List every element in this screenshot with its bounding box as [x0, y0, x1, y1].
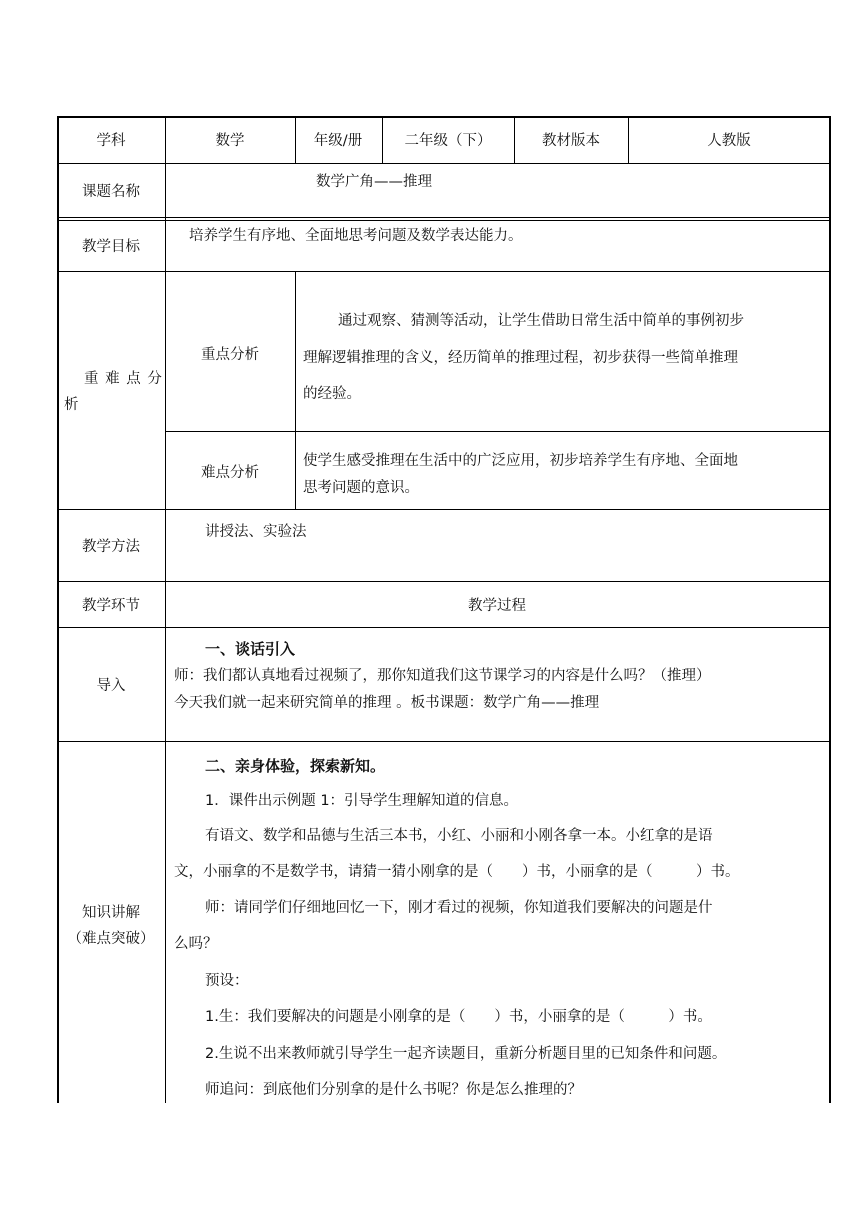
key-point-label: 重点分析 [201, 347, 259, 363]
method-value: 讲授法、实验法 [205, 524, 307, 540]
knowledge-line-7: 1.生：我们要解决的问题是小刚拿的是（ ）书，小丽拿的是（ ）书。 [205, 1009, 712, 1025]
knowledge-heading: 二、亲身体验，探索新知。 [205, 757, 386, 775]
edition-value: 人教版 [707, 133, 751, 149]
key-point-line-2: 理解逻辑推理的含义，经历简单的推理过程，初步获得一些简单推理 [303, 350, 738, 366]
grade-value: 二年级（下） [404, 133, 492, 149]
knowledge-label-line2: （难点突破） [67, 931, 155, 947]
intro-heading: 一、谈话引入 [205, 640, 296, 658]
knowledge-line-8: 2.生说不出来教师就引导学生一起齐读题目，重新分析题目里的已知条件和问题。 [205, 1046, 727, 1062]
difficulty-line-1: 使学生感受推理在生活中的广泛应用，初步培养学生有序地、全面地 [303, 453, 738, 469]
process-header-label: 教学环节 [82, 598, 140, 614]
knowledge-line-2: 有语文、数学和品德与生活三本书，小红、小丽和小刚各拿一本。小红拿的是语 [205, 828, 713, 844]
process-header-value: 教学过程 [468, 598, 526, 614]
knowledge-line-5: 么吗？ [174, 936, 218, 952]
method-label: 教学方法 [82, 539, 140, 555]
difficulty-label: 难点分析 [201, 465, 259, 481]
goal-label: 教学目标 [82, 239, 140, 255]
topic-label: 课题名称 [82, 184, 140, 200]
topic-value: 数学广角——推理 [316, 174, 432, 190]
subject-value: 数学 [215, 133, 245, 149]
key-point-line-3: 的经验。 [303, 386, 361, 402]
knowledge-line-1: 1．课件出示例题 1：引导学生理解知道的信息。 [205, 793, 519, 809]
difficulty-line-2: 思考问题的意识。 [303, 480, 419, 496]
intro-line-1: 师：我们都认真地看过视频了，那你知道我们这节课学习的内容是什么吗？（推理） [174, 668, 711, 684]
knowledge-line-9: 师追问：到底他们分别拿的是什么书呢？你是怎么推理的？ [205, 1082, 582, 1098]
knowledge-line-3: 文，小丽拿的不是数学书，请猜一猜小刚拿的是（ ）书，小丽拿的是（ ）书。 [174, 864, 740, 880]
key-point-line-1: 通过观察、猜测等活动，让学生借助日常生活中简单的事例初步 [338, 313, 744, 329]
knowledge-line-6: 预设： [205, 973, 249, 989]
analysis-label-line2: 析 [64, 397, 79, 413]
knowledge-label-line1: 知识讲解 [82, 905, 140, 921]
knowledge-line-4: 师：请同学们仔细地回忆一下，刚才看过的视频，你知道我们要解决的问题是什 [205, 900, 713, 916]
intro-line-2: 今天我们就一起来研究简单的推理 。板书课题：数学广角——推理 [174, 695, 600, 711]
edition-label: 教材版本 [542, 133, 600, 149]
grade-label: 年级/册 [313, 133, 363, 149]
subject-label: 学科 [96, 133, 126, 149]
analysis-label-line1: 重 难 点 分 [84, 371, 163, 387]
intro-label: 导入 [96, 678, 126, 694]
goal-value: 培养学生有序地、全面地思考问题及数学表达能力。 [189, 228, 523, 244]
